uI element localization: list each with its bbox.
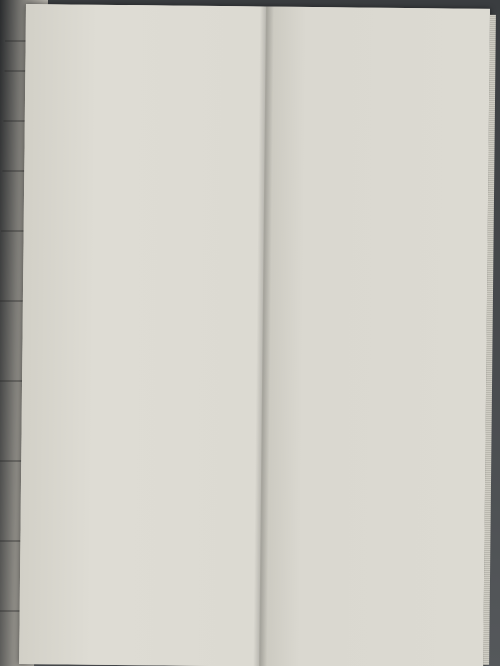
left-page (19, 4, 266, 666)
right-page (259, 7, 490, 666)
book-spread (19, 4, 490, 666)
